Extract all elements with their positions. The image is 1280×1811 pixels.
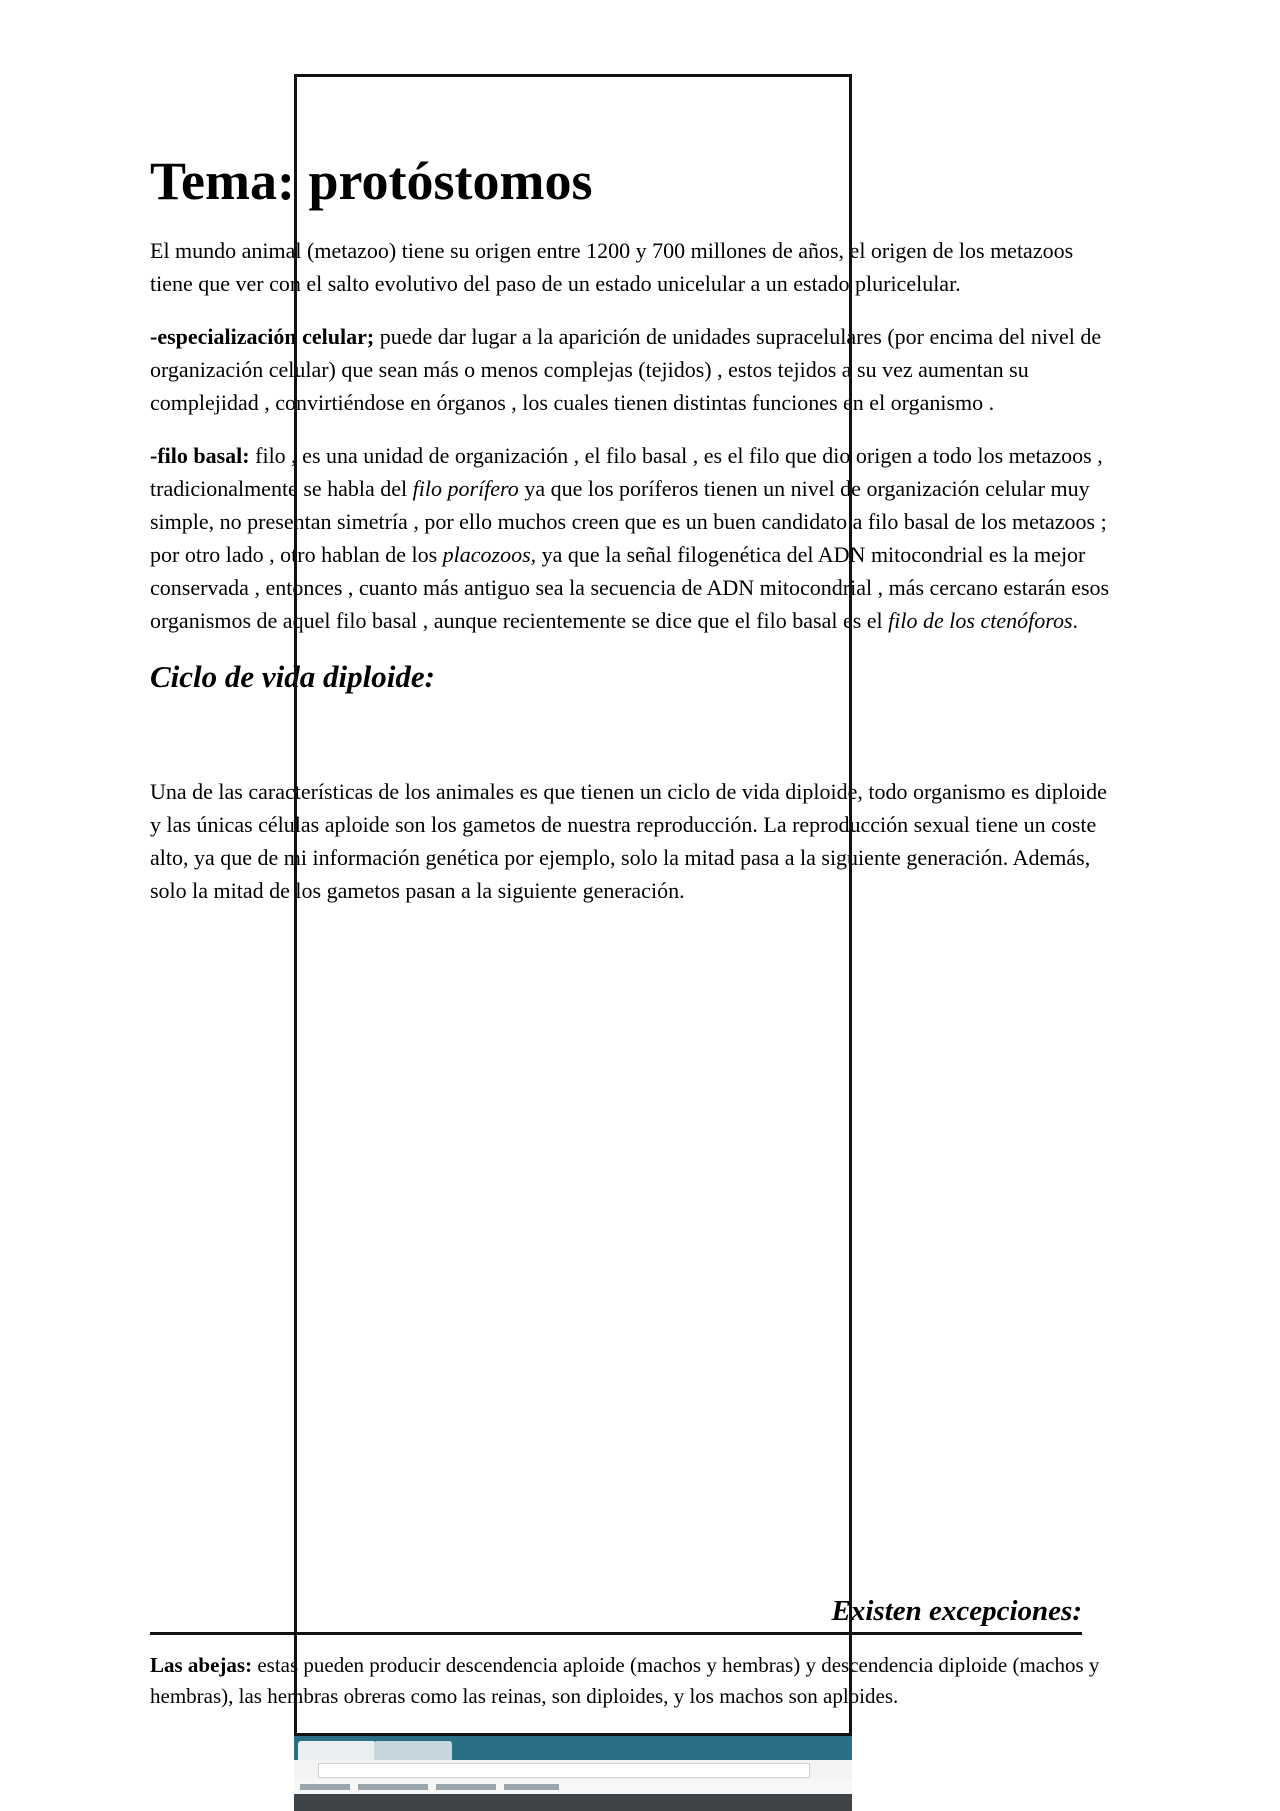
ciclo-heading: Ciclo de vida diploide: xyxy=(150,659,435,695)
screenshot-tab xyxy=(374,1741,452,1760)
placozoos-term: placozoos, xyxy=(442,542,537,568)
filo-basal-text-4: . xyxy=(1072,608,1079,634)
screenshot-tab xyxy=(298,1741,376,1760)
screenshot-address-bar xyxy=(294,1760,852,1780)
filo-basal-text-3: ya que la señal filogenética del ADN mitocondrial es la mejor conservada , entonces , cuanto más antiguo sea la secuencia de ADN mitocondrial , más cercano estarán esos organismos de aquel filo basal , aunque recientemente se dice que el filo basal es el xyxy=(150,542,1110,634)
screenshot-bookmark xyxy=(300,1784,350,1790)
abejas-paragraph xyxy=(150,1650,1140,1712)
filo-basal-term: -filo basal: xyxy=(150,443,250,469)
page-title: Tema: protóstomos xyxy=(150,151,593,211)
intro-paragraph: El mundo animal (metazoo) tiene su origen entre 1200 y 700 millones de años, el origen de los metazoos tiene que ver con el salto evolutivo del paso de un estado unicelular a un estado pluricelular. xyxy=(150,238,1074,297)
filo-basal-text-2: ya que los poríferos tienen un nivel de organización celular muy simple, no presentan simetría , por ello muchos creen que es un buen candidato a filo basal de los metazoos ; por otro lado , otro hablan de los xyxy=(150,476,1107,568)
screenshot-app-toolbar xyxy=(294,1794,852,1811)
screenshot-url-field xyxy=(318,1763,810,1778)
filo-porifero-term: filo porífero xyxy=(412,476,519,502)
screenshot-bookmarks-bar xyxy=(294,1780,852,1794)
document-content xyxy=(150,150,1120,927)
especializacion-text: puede dar lugar a la aparición de unidades supracelulares (por encima del nivel de organización celular) que sean más o menos complejas (tejidos) , estos tejidos a su vez aumentan su complejidad , convirtiéndose en órganos , los cuales tienen distintas funciones en el organismo . xyxy=(150,324,1102,416)
especializacion-paragraph xyxy=(150,320,1120,419)
browser-screenshot-image xyxy=(294,1736,852,1811)
filo-basal-paragraph xyxy=(150,439,1120,637)
especializacion-term: -especialización celular; xyxy=(150,324,375,350)
ciclo-paragraph: Una de las características de los animales es que tienen un ciclo de vida diploide, todo organismo es diploide y las únicas células aploide son los gametos de nuestra reproducción. La reproducción sexual tiene un coste alto, ya que de mi información genética por ejemplo, solo la mitad pasa a la siguiente generación. Además, solo la mitad de los gametos pasan a la siguiente generación. xyxy=(150,779,1107,904)
screenshot-bookmark xyxy=(358,1784,428,1790)
abejas-term: Las abejas: xyxy=(150,1653,253,1677)
excepciones-heading: Existen excepciones: xyxy=(150,1592,1082,1635)
screenshot-bookmark xyxy=(436,1784,496,1790)
screenshot-tab-bar xyxy=(294,1736,852,1760)
filo-basal-text-1: filo , es una unidad de organización , el filo basal , es el filo que dio origen a todo los metazoos , tradicionalmente se habla del xyxy=(150,443,1103,502)
screenshot-bookmark xyxy=(504,1784,559,1790)
ctenoforos-term: filo de los ctenóforos xyxy=(888,608,1073,634)
abejas-text: estas pueden producir descendencia aploide (machos y hembras) y descendencia diploide (machos y hembras), las hembras obreras como las reinas, son diploides, y los machos son aploides. xyxy=(150,1653,1100,1708)
